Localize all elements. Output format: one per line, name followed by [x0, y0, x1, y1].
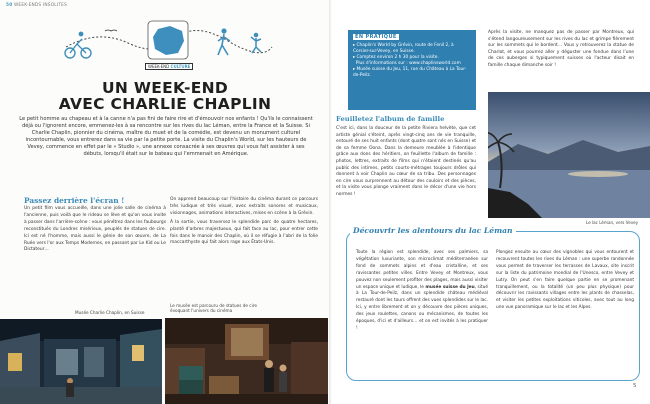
en-pratique-item: ▸ Chaplin's World by Grévin, route de Fenil 2, à Corsier-sur-Vevey, en Suisse. [353, 43, 454, 55]
musee-jeu-bold: musée suisse du Jeu [425, 284, 475, 290]
bird-icon [105, 30, 117, 31]
cyclist-icon [65, 32, 91, 58]
title-line-2: AVEC CHARLIE CHAPLIN [58, 95, 272, 113]
title-line-1: UN WEEK-END [101, 79, 229, 97]
en-pratique-heading: EN PRATIQUE [355, 34, 397, 40]
section-ecran-paragraph-1: On apprend beaucoup sur l'histoire du cinéma durant ce parcours très ludique et très visuel, avec extraits sonores et musicaux, visionnages, animations interactives, mises en scène à la Grévin. [170, 197, 318, 216]
folio-left [6, 3, 67, 8]
en-pratique-list [353, 43, 471, 80]
france-map-icon [148, 21, 188, 59]
photo-museum-street [0, 319, 162, 404]
alentours-column-2: Plongez ensuite au cœur des vignobles qui vous entourent et recouvrent toutes les rives du Léman : une superbe randonnée vous permet de traverser les terrasses de Lavaux, site inscrit sur la liste du patrimoine mondial de l'Unesco, entre Vevey et Lutry. On peut s'en faire quelque partie en se promenant tranquillement, ou la totalité (un peu plus physique) pour découvrir les ravissants villages entre les plants de chasselas, et visiter les petites exploitations viticoles, avec tout au long une vue panoramique sur le lac et les Alpes. [496, 250, 634, 311]
en-pratique-item: Plus d'informations sur : www.chaplinsworld.com [355, 61, 461, 67]
photo-lac-leman [488, 92, 650, 218]
article-title [20, 80, 310, 112]
en-pratique-item: ▸ Musée suisse du Jeu, 11, rue du Château à La Tour-de-Peilz. [353, 67, 467, 79]
caption-museum-1: Musée Charlie Chaplin, en Suisse [75, 310, 145, 315]
section-heading-album: Feuilletez l'album de famille [336, 115, 445, 123]
section-ecran-column-2 [170, 197, 318, 247]
culture-tag-highlight: CULTURE [170, 64, 191, 69]
culture-tag-prefix: WEEK-END [148, 64, 170, 69]
section-ecran-paragraph-2: À la sortie, vous traversez le splendide parc de quatre hectares, planté d'arbres majestueux, qui fait face au lac, pour entrer cette fois dans le manoir des Chaplin, où il se réfugie à l'abri de la folie maccarthyste qui fait alors rage aux États-Unis. [170, 219, 318, 246]
photo-museum-wax-figures [165, 318, 328, 404]
caption-lake: Le lac Léman, vers Vevey [586, 220, 639, 225]
alentours-column-1: Toute la région est splendide, avec ses palmiers, sa végétation luxuriante, son microclimat méditerranéen sur fond de sommets alpins et d'eau cristalline, et ses ravissantes petites villes. Entre Vevey et Montreux, vous pouvez non seulement profiter des plages, mais aussi visiter un espace unique et ludique, le musée suisse du Jeu, situé à La Tour-de-Peilz, dans un splendide château médiéval restauré dont les tours offrent des vues splendides sur le lac. Ici, y entre librement et on y découvre des pièces uniques, des jeux roulettes, canons ou mécanismes, de toutes les époques, d'ici et d'ailleurs… et on est invités à les pratiquer ! [356, 250, 488, 331]
hiker-icon [218, 28, 230, 55]
caption-museum-2: Le musée est parcouru de statues de cire évoquant l'univers du cinéma [170, 303, 257, 314]
section-ecran-column-1: Un petit film vous accueille, dans une jolie salle de cinéma à l'ancienne, puis voilà que le rideau se lève et qu'on vous invite à passer dans l'arrière-scène : vous pénétrez dans les faubourgs reconstitués du Londres misérieux, peuplés de statues de cire. Ici est né l'homme, mais aussi le génie de son œuvre, de La Ruée vers l'or aux Temps Modernes, en passant par Le Kid ou Le Dictateur… [24, 206, 166, 253]
section-heading-ecran: Passez derrière l'écran ! [24, 196, 125, 205]
folio-left-label: WEEK-ENDS INSOLITES [13, 3, 68, 8]
section-album-text: C'est ici, dans la douceur de la petite Riviera helvète, que cet artiste génial s'éteint, après vingt-cinq ans de vie tranquille, entouré de ses huit enfants (dont quatre sont nés en Suisse) et de sa femme Oona. Dans la demeure meublée à l'identique grâce aux dons des héritiers, on feuillette l'album de famille : photos, lettres, extraits de films qui n'étaient destinés qu'au public des intimes, petits courts-métrages toujours drôles qui donnent à voir Chaplin au cœur de sa tribu. Des personnages en cire vous surprennent au détour des couloirs et des pièces, et la visite vous plonge vraiment dans le décor d'une vie hors normes ! [336, 126, 476, 197]
en-pratique-item: ▸ Comptez environ 2 h 30 pour la visite. [353, 55, 439, 61]
child-jumping-icon [251, 33, 261, 53]
intro-paragraph: Le petit homme au chapeau et à la canne n'a pas fini de faire rire et d'émouvoir nos enfants ! Qu'ils le connaissent déjà ou l'ignorent encore, emmenez-les à sa rencontre sur les rives du lac Léman, entre la France et la Suisse. Si Charlie Chaplin, pionnier du cinéma, maître du muet et de la comédie, est devenu un monument culturel incontournable, vous entrerez dans sa vie par la petite porte. La visite du Chaplin's World, sur les hauteurs de Vevey, commence en effet par le « Studio », une annexe consacrée à ses œuvres qui vous fait assister à ses débuts, lorsqu'il était sur le bateau qui l'emmenait en Amérique. [19, 116, 313, 158]
en-pratique-box [348, 30, 476, 110]
folio-right: 5 [633, 383, 637, 389]
alentours-heading: Découvrir les alentours du lac Léman [350, 226, 516, 235]
apres-visite-paragraph: Après la visite, ne manquez pas de passer par Montreux, qui s'étend langoureusement sur les rives du lac et grimpe fièrement sur les sommets qui le bordent… Vous y retrouverez la statue de Charlot, et vous pourrez aller y déguster une fondue dans l'une de ces auberges si typiquement suisses où l'acteur disait en famille chaque dimanche soir ! [488, 30, 634, 68]
culture-tag [145, 63, 193, 70]
folio-left-number: 50 [6, 3, 13, 8]
